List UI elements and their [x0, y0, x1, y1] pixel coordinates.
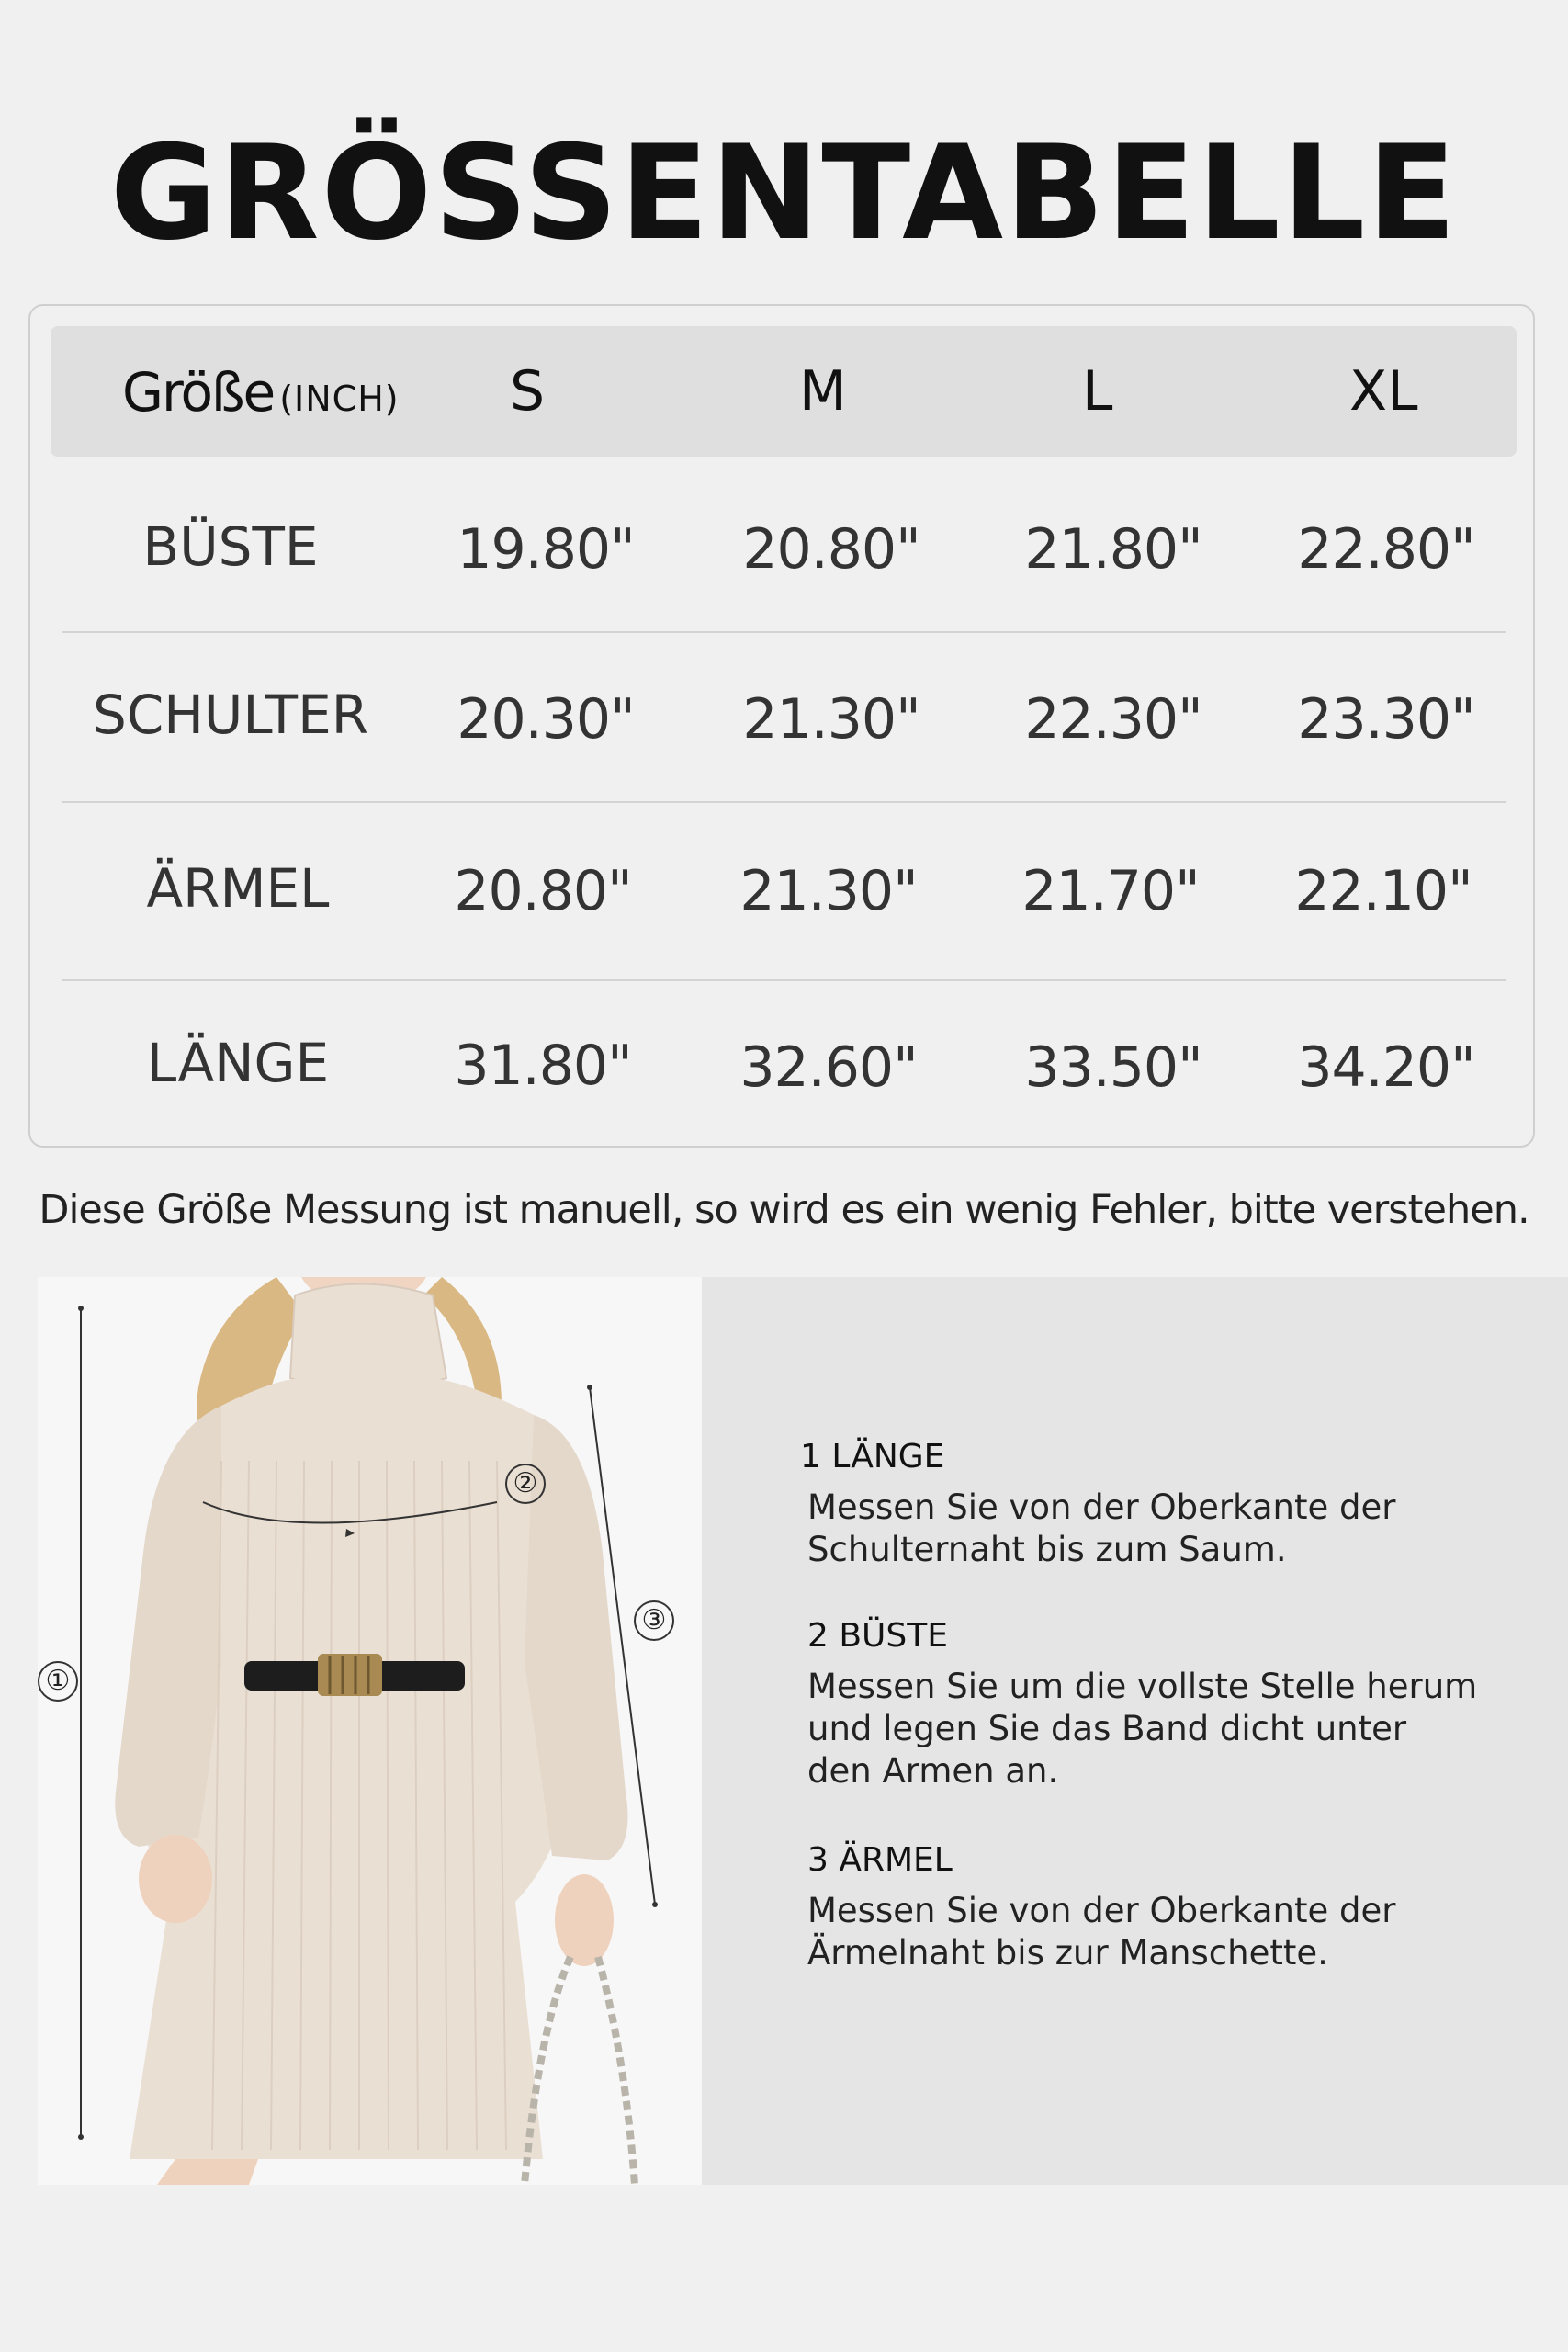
model-photo: [38, 1277, 702, 2185]
table-cell: 22.30": [1024, 687, 1202, 752]
table-cell: 21.30": [739, 859, 918, 923]
header-size-l: L: [1082, 359, 1113, 424]
dress-illustration: [38, 1277, 702, 2185]
instruction-title: 3 ÄRMEL: [807, 1841, 953, 1879]
table-cell: 20.80": [742, 517, 920, 582]
table-cell: 22.80": [1297, 517, 1475, 582]
table-cell: 21.70": [1021, 859, 1200, 923]
header-size-xl: XL: [1349, 359, 1418, 424]
instruction-text: Messen Sie von der Oberkante der Schulternaht bis zum Saum.: [807, 1487, 1396, 1569]
table-header-row: [51, 326, 1517, 457]
header-size-m: M: [799, 359, 847, 424]
instruction-text: Messen Sie von der Oberkante der Ärmelnaht bis zur Manschette.: [807, 1891, 1396, 1973]
row-label-bust: BÜSTE: [142, 515, 319, 578]
table-cell: 31.80": [454, 1034, 632, 1098]
table-cell: 32.60": [739, 1035, 918, 1100]
row-label-length: LÄNGE: [146, 1032, 330, 1094]
table-cell: 20.80": [454, 859, 632, 923]
table-cell: 22.10": [1294, 859, 1472, 923]
header-size-label: [122, 361, 400, 424]
marker-2-icon: ②: [505, 1464, 546, 1504]
measurement-note: Diese Größe Messung ist manuell, so wird es ein wenig Fehler, bitte verstehen.: [39, 1187, 1529, 1233]
header-size-s: S: [510, 359, 546, 424]
table-cell: 34.20": [1297, 1035, 1475, 1100]
size-table: [28, 304, 1535, 1148]
row-label-shoulder: SCHULTER: [92, 684, 369, 746]
row-label-sleeve: ÄRMEL: [146, 857, 330, 920]
table-cell: 19.80": [457, 517, 635, 582]
marker-3-icon: ③: [634, 1600, 674, 1641]
table-cell: 21.30": [742, 687, 920, 752]
header-unit: (INCH): [279, 379, 400, 419]
header-label-text: Größe: [122, 361, 275, 424]
marker-1-icon: ①: [38, 1661, 78, 1702]
instruction-text: Messen Sie um die vollste Stelle herum und legen Sie das Band dicht unter den Armen an.: [807, 1667, 1478, 1791]
instruction-sleeve: [807, 1841, 1524, 1974]
instruction-bust: [807, 1617, 1524, 1792]
instruction-title: 2 BÜSTE: [807, 1617, 948, 1655]
row-divider: [62, 979, 1506, 981]
instruction-length: [800, 1438, 1524, 1571]
row-divider: [62, 801, 1506, 803]
table-cell: 21.80": [1024, 517, 1202, 582]
table-cell: 23.30": [1297, 687, 1475, 752]
page-title: GRÖSSENTABELLE: [109, 118, 1459, 269]
row-divider: [62, 631, 1506, 633]
table-cell: 20.30": [457, 687, 635, 752]
table-cell: 33.50": [1024, 1035, 1202, 1100]
instruction-title: 1 LÄNGE: [800, 1438, 945, 1476]
measurement-instructions: [702, 1277, 1568, 2185]
